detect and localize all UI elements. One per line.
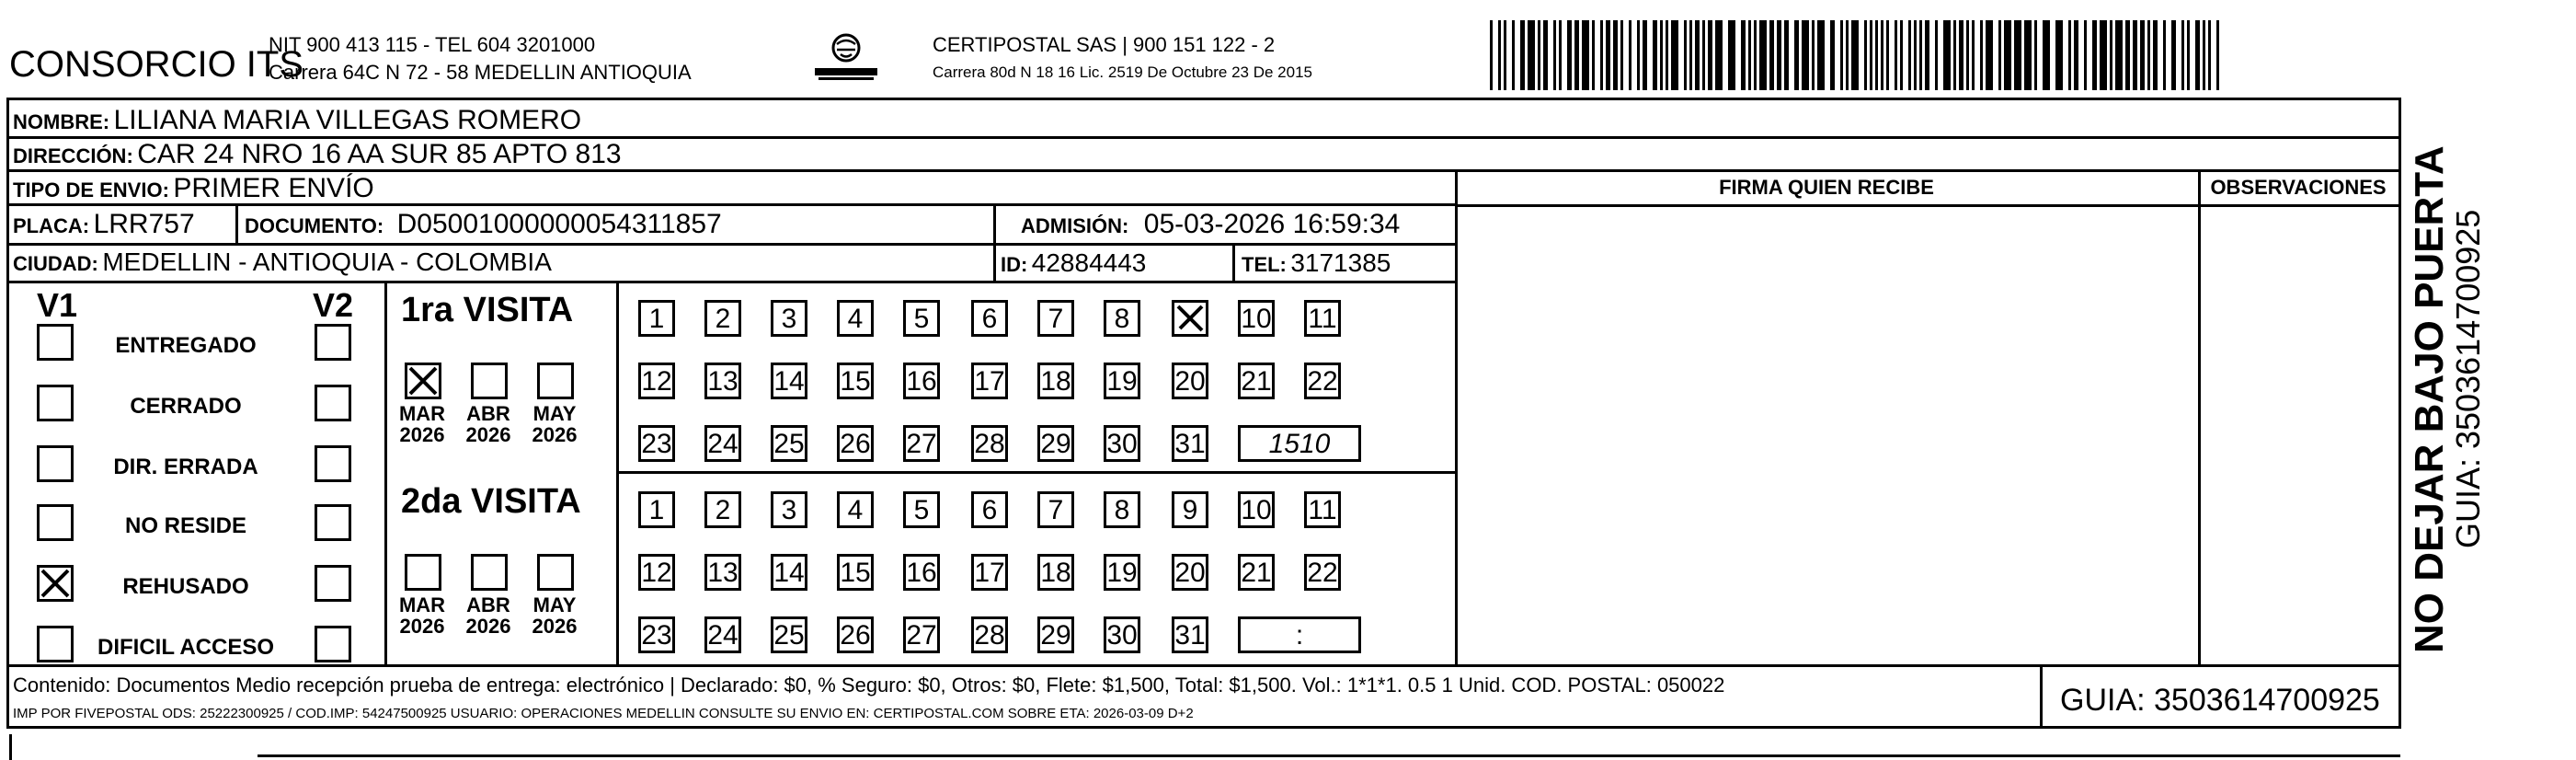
status-label: CERRADO (130, 394, 242, 419)
day-box[interactable]: 6 (971, 300, 1008, 337)
day-box[interactable]: 10 (1238, 300, 1275, 337)
nombre-row (13, 107, 581, 134)
divider (616, 471, 1455, 474)
divider (1455, 169, 1458, 664)
day-box[interactable]: 16 (903, 554, 940, 591)
side-guia: GUIA: 3503614700925 (2449, 209, 2487, 548)
day-box[interactable]: 17 (971, 554, 1008, 591)
day-box[interactable]: 4 (837, 300, 874, 337)
day-box[interactable]: 19 (1104, 554, 1140, 591)
placa-row (13, 211, 195, 238)
tipo-row (13, 175, 374, 202)
month-year: 2026 (465, 423, 511, 447)
divider (1232, 243, 1235, 281)
month-checkbox[interactable] (471, 363, 508, 399)
placa-value: LRR757 (93, 209, 195, 239)
day-box[interactable]: 24 (704, 616, 741, 653)
day-box[interactable]: 31 (1172, 425, 1208, 462)
check-mark-icon (407, 365, 439, 397)
barcode (1490, 20, 2224, 90)
day-box[interactable]: 18 (1037, 554, 1074, 591)
certipostal-logo (809, 31, 883, 83)
admision-row (1021, 211, 1400, 238)
month-name: MAY (532, 593, 577, 616)
tipo-value: PRIMER ENVÍO (173, 173, 374, 203)
day-box[interactable]: 30 (1104, 425, 1140, 462)
day-box[interactable]: 20 (1172, 554, 1208, 591)
month-checkbox[interactable] (471, 554, 508, 591)
divider (616, 281, 619, 664)
day-box[interactable]: 5 (903, 300, 940, 337)
documento-row (245, 211, 722, 238)
day-box[interactable]: 6 (971, 491, 1008, 528)
day-box[interactable]: 26 (837, 425, 874, 462)
day-box[interactable]: 7 (1037, 300, 1074, 337)
day-box[interactable]: 12 (638, 554, 675, 591)
month-name: MAR (398, 593, 446, 616)
side-warning: NO DEJAR BAJO PUERTA (2407, 145, 2452, 653)
tel-row (1242, 250, 1391, 276)
divider (6, 203, 1455, 206)
day-box[interactable]: 13 (704, 363, 741, 399)
tel-value: 3171385 (1290, 248, 1391, 277)
v2-checkbox[interactable] (315, 626, 351, 662)
day-box[interactable]: 15 (837, 554, 874, 591)
divider (2040, 664, 2043, 729)
hour-box[interactable]: 1510 (1238, 425, 1361, 462)
month-checkbox[interactable] (405, 363, 441, 399)
month-year: 2026 (465, 615, 511, 639)
admision-label: ADMISIÓN: (1021, 214, 1129, 237)
day-box[interactable]: 26 (837, 616, 874, 653)
tel-label: TEL: (1242, 253, 1287, 276)
day-box[interactable]: 13 (704, 554, 741, 591)
day-box[interactable]: 21 (1238, 363, 1275, 399)
day-box[interactable]: 27 (903, 425, 940, 462)
day-box[interactable]: 11 (1304, 491, 1341, 528)
day-box[interactable]: 17 (971, 363, 1008, 399)
bottom-rule (258, 754, 2400, 757)
ciudad-row (13, 249, 552, 275)
day-box[interactable]: 3 (771, 300, 807, 337)
day-box[interactable]: 25 (771, 616, 807, 653)
visit-title: 1ra VISITA (401, 291, 574, 329)
v2-checkbox[interactable] (315, 385, 351, 421)
day-box[interactable]: 23 (638, 616, 675, 653)
day-box[interactable]: 4 (837, 491, 874, 528)
direccion-value: CAR 24 NRO 16 AA SUR 85 APTO 813 (137, 139, 622, 169)
day-box[interactable]: 20 (1172, 363, 1208, 399)
day-box[interactable]: 2 (704, 491, 741, 528)
side-text (2407, 101, 2487, 653)
tipo-label: TIPO DE ENVIO: (13, 178, 169, 202)
hour-box[interactable]: : (1238, 616, 1361, 653)
status-label: DIR. ERRADA (113, 455, 258, 479)
status-label: ENTREGADO (115, 333, 257, 358)
visit-title: 2da VISITA (401, 482, 581, 521)
documento-label: DOCUMENTO: (245, 214, 384, 237)
day-box[interactable]: 30 (1104, 616, 1140, 653)
id-label: ID: (1001, 253, 1028, 276)
month-name: ABR (466, 593, 510, 616)
company-nit-line: NIT 900 413 115 - TEL 604 3201000 (269, 33, 596, 56)
month-label (456, 594, 521, 637)
day-box[interactable]: 14 (771, 554, 807, 591)
divider (6, 169, 2401, 172)
day-box[interactable]: 9 (1172, 491, 1208, 528)
footer-content-line: Contenido: Documentos Medio recepción prueba de entrega: electrónico | Declarado: $0, % Seguro: $0, Otros: $0, Flete: $1,500, Total: $1,500. Vol.: 1*1*1. 0.5 1 Unid. COD. POSTAL: 050022 (13, 674, 1725, 697)
ciudad-label: CIUDAD: (13, 252, 98, 275)
day-box[interactable]: 16 (903, 363, 940, 399)
month-year: 2026 (399, 615, 445, 639)
divider (235, 203, 238, 243)
divider (1455, 204, 2401, 207)
divider (2198, 169, 2201, 664)
month-name: MAR (398, 402, 446, 425)
footer-guia: GUIA: 3503614700925 (2060, 683, 2380, 718)
v2-checkbox[interactable] (315, 324, 351, 361)
direccion-row (13, 141, 622, 168)
month-checkbox[interactable] (537, 363, 574, 399)
day-box[interactable]: 10 (1238, 491, 1275, 528)
firma-header: FIRMA QUIEN RECIBE (1719, 176, 1934, 199)
day-box[interactable]: 29 (1037, 616, 1074, 653)
v2-checkbox[interactable] (315, 504, 351, 541)
status-label: DIFICIL ACCESO (97, 635, 274, 660)
v1-label: V1 (37, 286, 78, 324)
check-mark-icon (1174, 303, 1206, 334)
day-box[interactable]: 19 (1104, 363, 1140, 399)
courier-line1: CERTIPOSTAL SAS | 900 151 122 - 2 (933, 33, 1276, 56)
day-box[interactable]: 3 (771, 491, 807, 528)
day-box[interactable]: 25 (771, 425, 807, 462)
day-box[interactable]: 11 (1304, 300, 1341, 337)
month-label (390, 403, 454, 445)
day-box[interactable]: 28 (971, 425, 1008, 462)
nombre-value: LILIANA MARIA VILLEGAS ROMERO (113, 105, 582, 135)
month-label (456, 403, 521, 445)
corner-mark (9, 734, 12, 760)
divider (384, 281, 387, 664)
observaciones-header: OBSERVACIONES (2210, 176, 2387, 199)
v2-checkbox[interactable] (315, 445, 351, 482)
day-box[interactable]: 14 (771, 363, 807, 399)
status-label: NO RESIDE (124, 513, 247, 538)
v2-checkbox[interactable] (315, 565, 351, 602)
divider (993, 203, 996, 281)
day-box[interactable]: 1 (638, 300, 675, 337)
status-label: REHUSADO (122, 574, 249, 599)
company-name: CONSORCIO ITS (9, 44, 304, 85)
month-checkbox[interactable] (405, 554, 441, 591)
day-box[interactable]: 8 (1104, 300, 1140, 337)
day-box[interactable]: 1 (638, 491, 675, 528)
day-box[interactable]: 5 (903, 491, 940, 528)
documento-value: D05001000000054311857 (396, 209, 722, 239)
admision-value: 05-03-2026 16:59:34 (1143, 209, 1401, 239)
divider (2399, 98, 2401, 729)
day-box[interactable]: 22 (1304, 363, 1341, 399)
day-box[interactable]: 28 (971, 616, 1008, 653)
day-box[interactable]: 12 (638, 363, 675, 399)
month-label (522, 594, 587, 637)
day-box[interactable]: 21 (1238, 554, 1275, 591)
nombre-label: NOMBRE: (13, 110, 110, 133)
month-label (522, 403, 587, 445)
company-address-line: Carrera 64C N 72 - 58 MEDELLIN ANTIOQUIA (269, 61, 692, 84)
day-box[interactable]: 15 (837, 363, 874, 399)
divider (6, 243, 1455, 246)
day-box[interactable]: 31 (1172, 616, 1208, 653)
month-year: 2026 (532, 615, 578, 639)
id-row (1001, 250, 1146, 276)
month-label (390, 594, 454, 637)
divider (6, 281, 1455, 283)
day-box[interactable]: 29 (1037, 425, 1074, 462)
footer-print-line: IMP POR FIVEPOSTAL ODS: 25222300925 / COD.IMP: 54247500925 USUARIO: OPERACIONES MEDELLIN CONSULTE SU ENVIO EN: CERTIPOSTAL.COM SOBRE ETA: 2026-03-09 D+2 (13, 706, 1194, 721)
day-box[interactable] (1172, 300, 1208, 337)
ciudad-value: MEDELLIN - ANTIOQUIA - COLOMBIA (102, 248, 552, 276)
placa-label: PLACA: (13, 214, 90, 237)
v2-label: V2 (313, 286, 354, 324)
day-box[interactable]: 22 (1304, 554, 1341, 591)
day-box[interactable]: 18 (1037, 363, 1074, 399)
direccion-label: DIRECCIÓN: (13, 144, 133, 167)
day-box[interactable]: 23 (638, 425, 675, 462)
id-value: 42884443 (1031, 248, 1147, 277)
month-year: 2026 (399, 423, 445, 447)
day-box[interactable]: 27 (903, 616, 940, 653)
month-name: ABR (466, 402, 510, 425)
day-box[interactable]: 8 (1104, 491, 1140, 528)
courier-line2: Carrera 80d N 18 16 Lic. 2519 De Octubre 23 De 2015 (933, 63, 1312, 81)
month-year: 2026 (532, 423, 578, 447)
day-box[interactable]: 24 (704, 425, 741, 462)
month-name: MAY (532, 402, 577, 425)
day-box[interactable]: 7 (1037, 491, 1074, 528)
month-checkbox[interactable] (537, 554, 574, 591)
day-box[interactable]: 2 (704, 300, 741, 337)
